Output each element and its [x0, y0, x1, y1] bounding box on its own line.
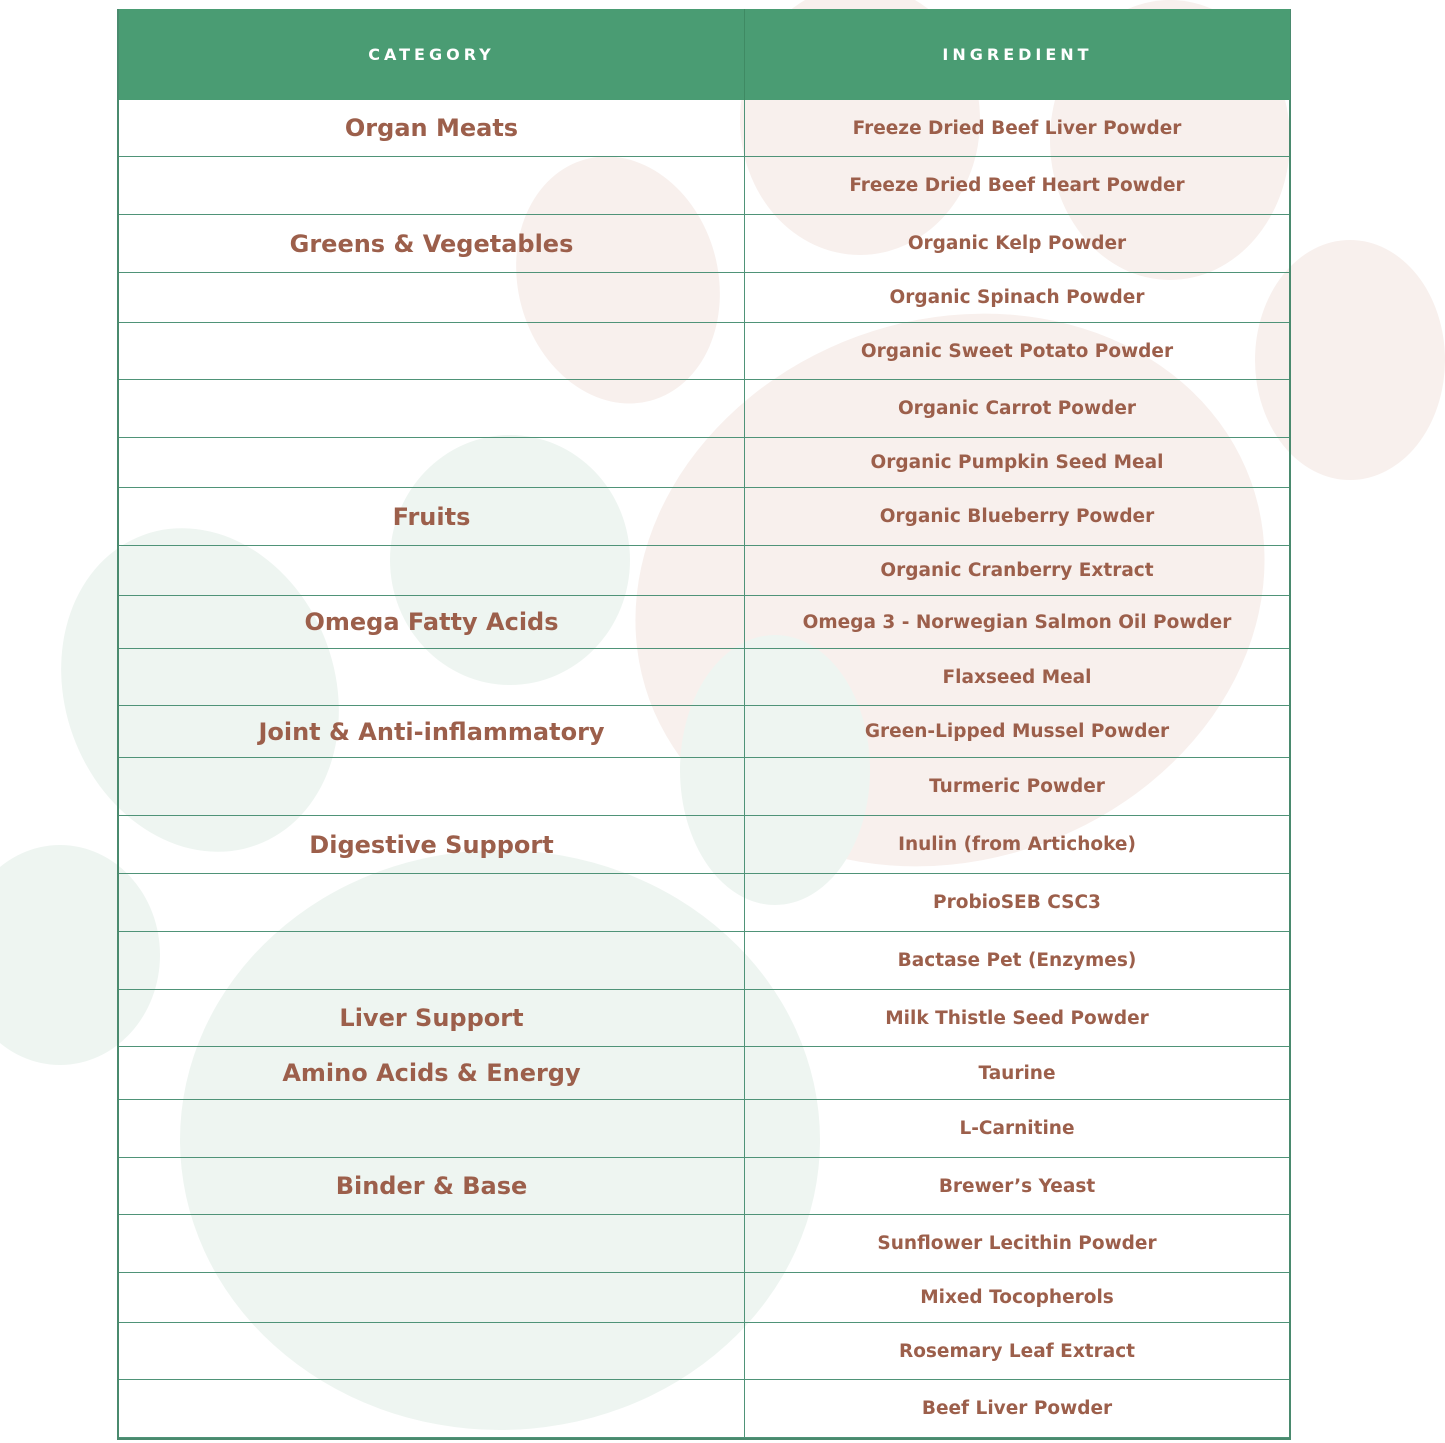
category-cell [119, 438, 744, 487]
category-cell [119, 649, 744, 705]
category-cell: Amino Acids & Energy [282, 1059, 581, 1087]
category-cell [119, 380, 744, 437]
table-row [119, 100, 1289, 157]
ingredient-cell: Freeze Dried Beef Liver Powder [744, 100, 1289, 156]
category-cell [119, 323, 744, 379]
category-cell [119, 157, 744, 214]
category-cell [119, 1380, 744, 1437]
category-cell: Omega Fatty Acids [304, 608, 559, 636]
category-cell: Organ Meats [344, 114, 519, 142]
table-row [119, 1100, 1289, 1158]
ingredient-cell: Organic Blueberry Powder [744, 488, 1289, 545]
ingredient-cell: Turmeric Powder [744, 758, 1289, 815]
ingredients-table [117, 9, 1291, 1440]
category-cell: Greens & Vegetables [289, 229, 574, 258]
table-row [119, 990, 1289, 1047]
table-row [119, 215, 1289, 273]
table-row [119, 1215, 1289, 1273]
category-cell [119, 1215, 744, 1272]
table-row [119, 649, 1289, 706]
table-row [119, 488, 1289, 546]
table-row [119, 816, 1289, 874]
table-row [119, 1273, 1289, 1323]
table-row [119, 273, 1289, 323]
ingredient-cell: ProbioSEB CSC3 [744, 874, 1289, 931]
ingredient-cell: Sunflower Lecithin Powder [744, 1215, 1289, 1272]
category-cell [119, 273, 744, 322]
table-row [119, 157, 1289, 215]
table-row [119, 1047, 1289, 1100]
ingredient-cell: Milk Thistle Seed Powder [744, 990, 1289, 1046]
ingredient-cell: Green-Lipped Mussel Powder [744, 706, 1289, 757]
category-cell: Liver Support [339, 1004, 524, 1032]
category-cell [119, 758, 744, 815]
header-category: CATEGORY [119, 9, 744, 100]
ingredient-cell: Flaxseed Meal [744, 649, 1289, 705]
category-cell [119, 546, 744, 595]
category-cell [119, 932, 744, 989]
ingredient-cell: Organic Pumpkin Seed Meal [744, 438, 1289, 487]
ingredient-cell: Organic Carrot Powder [744, 380, 1289, 437]
category-cell [119, 1100, 744, 1157]
table-row [119, 874, 1289, 932]
category-cell: Fruits [392, 502, 471, 531]
table-row [119, 596, 1289, 649]
table-row [119, 1158, 1289, 1215]
table-row [119, 758, 1289, 816]
category-cell [119, 1323, 744, 1379]
ingredient-cell: Mixed Tocopherols [744, 1273, 1289, 1322]
table-row [119, 546, 1289, 596]
ingredient-cell: Rosemary Leaf Extract [744, 1323, 1289, 1379]
table-row [119, 932, 1289, 990]
category-cell [119, 874, 744, 931]
ingredient-cell: Freeze Dried Beef Heart Powder [744, 157, 1289, 214]
category-cell: Joint & Anti-inflammatory [258, 717, 605, 746]
ingredient-cell: Omega 3 - Norwegian Salmon Oil Powder [744, 596, 1289, 648]
ingredient-cell: Bactase Pet (Enzymes) [744, 932, 1289, 989]
ingredient-cell: L-Carnitine [744, 1100, 1289, 1157]
table-row [119, 1380, 1289, 1438]
ingredient-cell: Organic Sweet Potato Powder [744, 323, 1289, 379]
ingredient-cell: Organic Cranberry Extract [744, 546, 1289, 595]
category-cell: Digestive Support [309, 830, 554, 859]
table-row [119, 706, 1289, 758]
ingredient-cell: Brewer’s Yeast [744, 1158, 1289, 1214]
ingredient-cell: Inulin (from Artichoke) [744, 816, 1289, 873]
ingredient-cell: Organic Kelp Powder [744, 215, 1289, 272]
ingredient-cell: Taurine [744, 1047, 1289, 1099]
table-row [119, 380, 1289, 438]
category-cell: Binder & Base [335, 1172, 528, 1200]
table-row [119, 1323, 1289, 1380]
category-cell [119, 1273, 744, 1322]
header-ingredient: INGREDIENT [744, 9, 1290, 100]
table-row [119, 438, 1289, 488]
ingredient-cell: Organic Spinach Powder [744, 273, 1289, 322]
table-row [119, 323, 1289, 380]
ingredient-cell: Beef Liver Powder [744, 1380, 1289, 1437]
